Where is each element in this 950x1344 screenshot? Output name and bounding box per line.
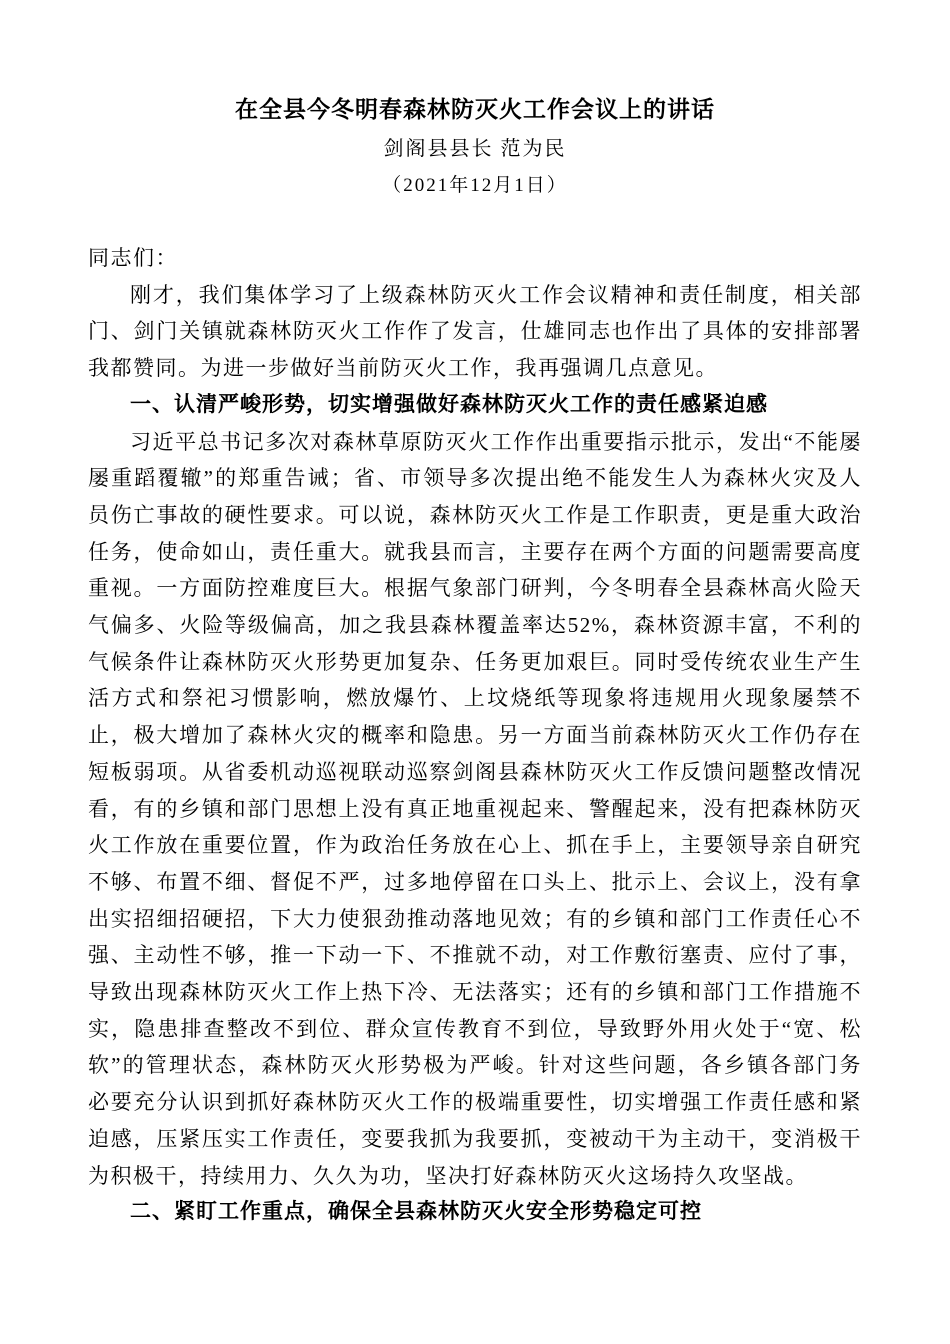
document-header	[88, 0, 862, 204]
document-date-line: （2021年12月1日）	[382, 175, 568, 196]
document-author-line: 剑阁县县长 范为民	[383, 138, 567, 160]
section-1-heading: 一、认清严峻形势，切实增强做好森林防灭火工作的责任感紧迫感	[130, 392, 768, 416]
document-title: 在全县今冬明春森林防灭火工作会议上的讲话	[235, 97, 715, 122]
intro-paragraph: 刚才，我们集体学习了上级森林防灭火工作会议精神和责任制度，相关部门、剑门关镇就森林防灭火工作作了发言，仕雄同志也作出了具体的安排部署我都赞同。为进一步做好当前防灭火工作，我再强调几点意见。	[88, 282, 862, 381]
section-1-paragraph: 习近平总书记多次对森林草原防灭火工作作出重要指示批示，发出“不能屡屡重蹈覆辙”的郑重告诫；省、市领导多次提出绝不能发生人为森林火灾及人员伤亡事故的硬性要求。可以说，森林防灭火工作是工作职责，更是重大政治任务，使命如山，责任重大。就我县而言，主要存在两个方面的问题需要高度重视。一方面防控难度巨大。根据气象部门研判，今冬明春全县森林高火险天气偏多、火险等级偏高，加之我县森林覆盖率达52%，森林资源丰富，不利的气候条件让森林防灭火形势更加复杂、任务更加艰巨。同时受传统农业生产生活方式和祭祀习惯影响，燃放爆竹、上坟烧纸等现象将违规用火现象屡禁不止，极大增加了森林火灾的概率和隐患。另一方面当前森林防灭火工作仍存在短板弱项。从省委机动巡视联动巡察剑阁县森林防灭火工作反馈问题整改情况看，有的乡镇和部门思想上没有真正地重视起来、警醒起来，没有把森林防灭火工作放在重要位置，作为政治任务放在心上、抓在手上，主要领导亲自研究不够、布置不细、督促不严，过多地停留在口头上、批示上、会议上，没有拿出实招细招硬招，下大力使狠劲推动落地见效；有的乡镇和部门工作责任心不强、主动性不够，推一下动一下、不推就不动，对工作敷衍塞责、应付了事，导致出现森林防灭火工作上热下冷、无法落实；还有的乡镇和部门工作措施不实，隐患排查整改不到位、群众宣传教育不到位，导致野外用火处于“宽、松软”的管理状态，森林防灭火形势极为严峻。针对这些问题，各乡镇各部门务必要充分认识到抓好森林防灭火工作的极端重要性，切实增强工作责任感和紧迫感，压紧压实工作责任，变要我抓为我要抓，变被动干为主动干，变消极干为积极干，持续用力、久久为功，坚决打好森林防灭火这场持久攻坚战。	[88, 429, 862, 1188]
document-body	[88, 240, 862, 1231]
section-2-heading: 二、紧盯工作重点，确保全县森林防灭火安全形势稳定可控	[130, 1200, 702, 1224]
salutation: 同志们：	[88, 246, 178, 270]
